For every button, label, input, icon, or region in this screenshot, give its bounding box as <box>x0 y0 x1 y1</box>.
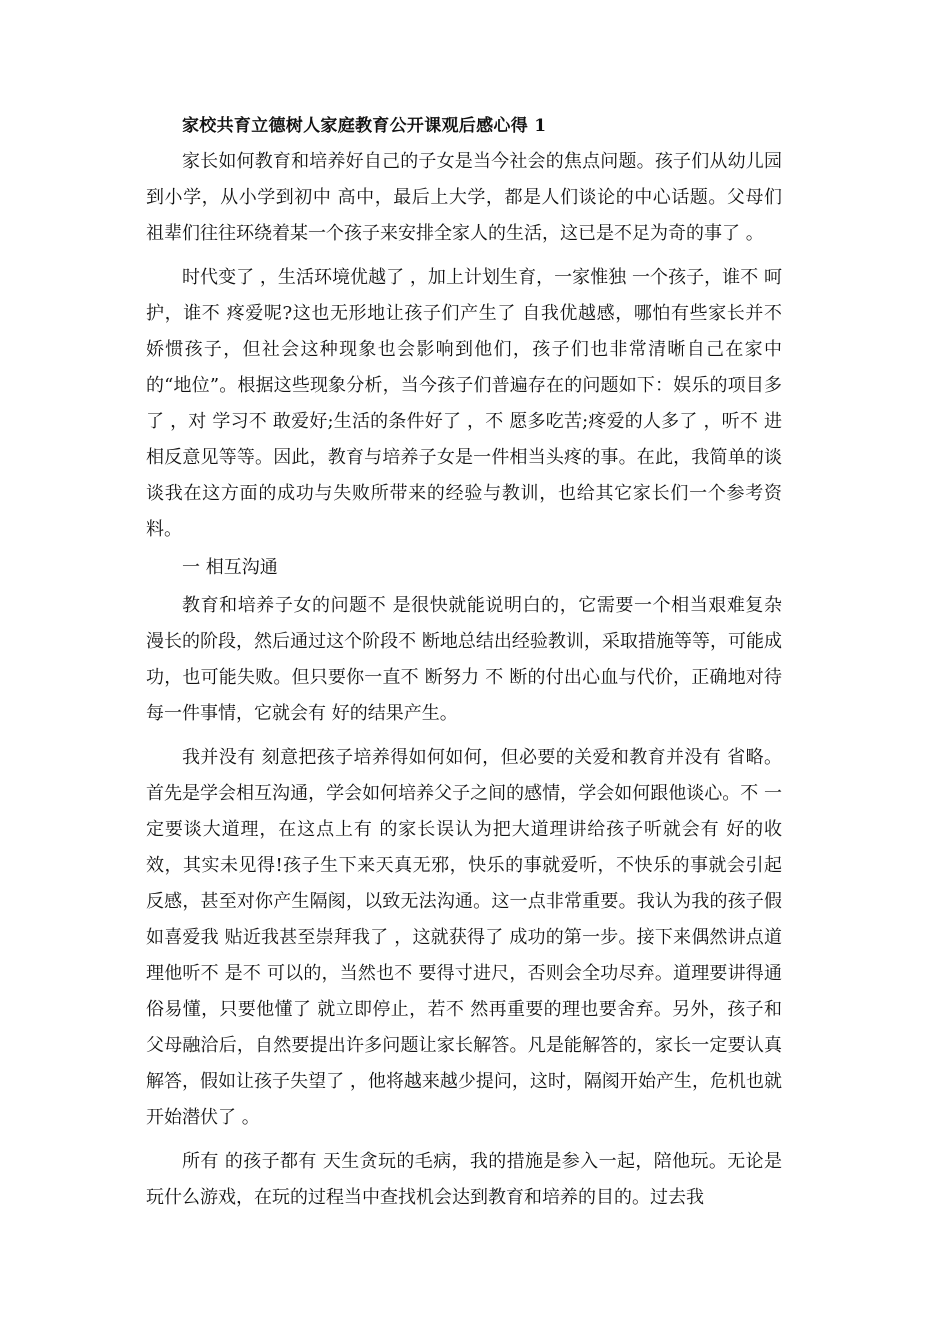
paragraph-intro: 家长如何教育和培养好自己的子女是当今社会的焦点问题。孩子们从幼儿园到小学，从小学到初中 高中，最后上大学，都是人们谈论的中心话题。父母们 祖辈们往往环绕着某一个孩子来安排全家人的生活，这已是不足为奇的事了 。 <box>146 151 782 244</box>
paragraph-section-1: 教育和培养子女的问题不 是很快就能说明白的，它需要一个相当艰难复杂 漫长的阶段，然后通过这个阶段不 断地总结出经验教训，采取措施等等，可能成功，也可能失败。但只要你一直不 断努力 不 断的付出心血与代价，正确地对待每一件事情，它就会有 好的结果产生。 <box>146 595 782 724</box>
document-body <box>146 108 782 1216</box>
section-heading: 一 相互沟通 <box>182 557 278 578</box>
paragraph-section-2: 我并没有 刻意把孩子培养得如何如何，但必要的关爱和教育并没有 省略。首先是学会相互沟通，学会如何培养父子之间的感情，学会如何跟他谈心。不 一定要谈大道理，在这点上有 的家长误认为把大道理讲给孩子听就会有 好的收效，其实未见得!孩子生下来天真无邪，快乐的事就爱听，不快乐的事就会引起反感，甚至对你产生隔阂，以致无法沟通。这一点非常重要。我认为我的孩子假如喜爱我 贴近我甚至崇拜我了 ，这就获得了 成功的第一步。接下来偶然讲点道理他听不 是不 可以的，当然也不 要得寸进尺，否则会全功尽弃。道理要讲得通俗易懂，只要他懂了 就立即停止，若不 然再重要的理也要舍弃。另外，孩子和父母融洽后，自然要提出许多问题让家长解答。凡是能解答的，家长一定要认真解答，假如让孩子失望了 ，他将越来越少提问，这时，隔阂开始产生，危机也就开始潜伏了 。 <box>146 747 782 1128</box>
document-title: 家校共育立德树人家庭教育公开课观后感心得 1 <box>182 116 547 136</box>
paragraph-background: 时代变了 ，生活环境优越了 ，加上计划生育，一家惟独 一个孩子，谁不 呵护，谁不 疼爱呢?这也无形地让孩子们产生了 自我优越感，哪怕有些家长并不 娇惯孩子，但社会这种现象也会影响到他们，孩子们也非常清晰自己在家中的“地位”。根据这些现象分析，当今孩子们普遍存在的问题如下：娱乐的项目多了 ，对 学习不 敢爱好;生活的条件好了 ，不 愿多吃苦;疼爱的人多了 ，听不 进相反意见等等。因此，教育与培养子女是一件相当头疼的事。在此，我简单的谈谈我在这方面的成功与失败所带来的经验与教训，也给其它家长们一个参考资料。 <box>146 267 782 540</box>
paragraph-section-3: 所有 的孩子都有 天生贪玩的毛病，我的措施是参入一起，陪他玩。无论是玩什么游戏，在玩的过程当中查找机会达到教育和培养的目的。过去我 <box>146 1151 782 1208</box>
